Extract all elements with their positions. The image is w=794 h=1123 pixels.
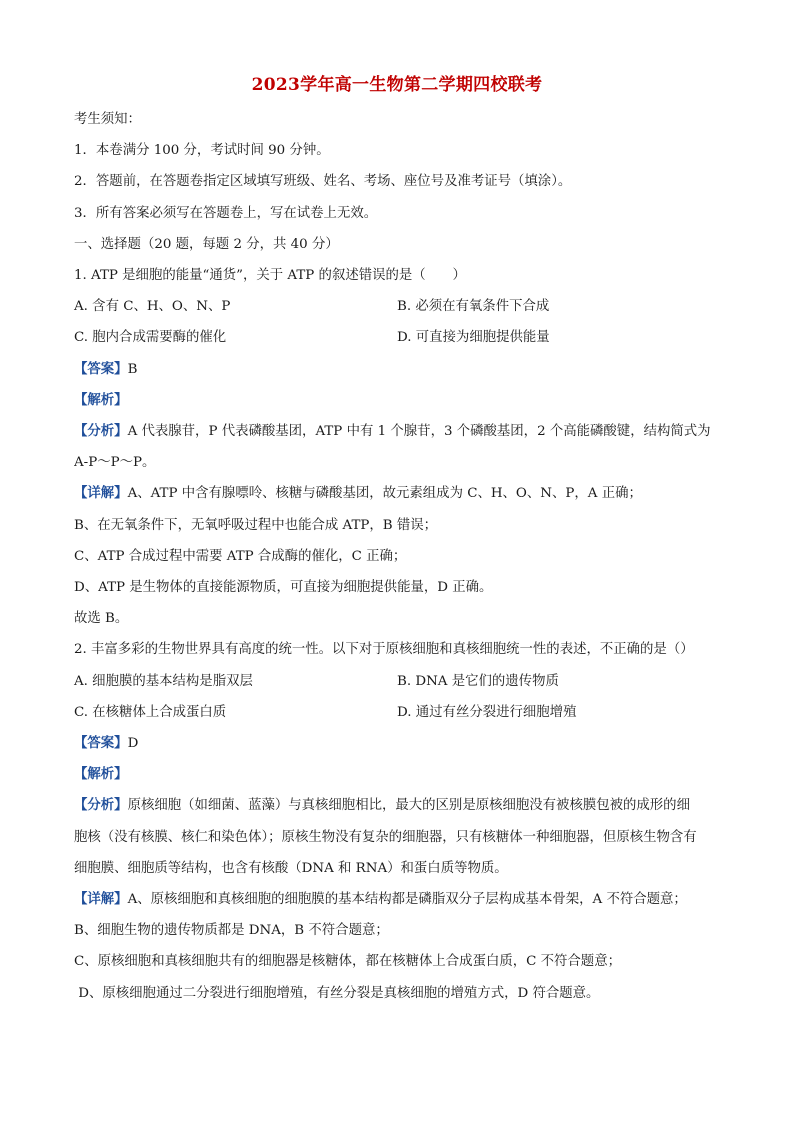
exam-content — [74, 104, 720, 1009]
question-2-options-row-2 — [74, 697, 720, 728]
fenxi-tag: 【分析】 — [74, 423, 128, 440]
fenxi-tag: 【分析】 — [74, 797, 128, 814]
question-1-analysis — [74, 385, 720, 416]
question-2-option-d: D. 通过有丝分裂进行细胞增殖 — [397, 704, 577, 720]
analysis-tag: 【解析】 — [74, 391, 128, 408]
fenxi-text: 原核细胞（如细菌、蓝藻）与真核细胞相比，最大的区别是原核细胞没有被核膜包被的成形的细 — [127, 798, 690, 814]
question-1-option-a: A. 含有 C、H、O、N、P — [74, 299, 231, 315]
page-title: 2023学年高一生物第二学期四校联考 — [251, 75, 543, 95]
answer-value: D — [127, 736, 139, 752]
question-2-options-row-1 — [74, 666, 720, 697]
question-2-xiangjie-line: D、原核细胞通过二分裂进行细胞增殖，有丝分裂是真核细胞的增殖方式，D 符合题意。 — [74, 985, 600, 1001]
xiangjie-text: A、ATP 中含有腺嘌呤、核糖与磷酸基团，故元素组成为 C、H、O、N、P，A 正确； — [127, 486, 642, 502]
question-2-stem: 2. 丰富多彩的生物世界具有高度的统一性。以下对于原核细胞和真核细胞统一性的表述，不正确的是（） — [74, 642, 694, 658]
notice-heading: 考生须知： — [74, 112, 141, 127]
xiangjie-tag: 【详解】 — [74, 485, 128, 502]
question-2-fenxi-line: 胞核（没有核膜、核仁和染色体）；原核生物没有复杂的细胞器，只有核糖体一种细胞器，但原核生物含有 — [74, 829, 697, 845]
notice-item: 3．所有答案必须写在答题卷上，写在试卷上无效。 — [74, 205, 378, 221]
question-2-xiangjie-line: C、原核细胞和真核细胞共有的细胞器是核糖体，都在核糖体上合成蛋白质，C 不符合题意； — [74, 954, 621, 970]
question-1-conclusion: 故选 B。 — [74, 611, 129, 627]
question-2-option-b: B. DNA 是它们的遗传物质 — [397, 673, 559, 689]
question-1-stem: 1. ATP 是细胞的能量“通货”，关于 ATP 的叙述错误的是（ ） — [74, 268, 466, 284]
question-2-option-c: C. 在核糖体上合成蛋白质 — [74, 704, 227, 720]
xiangjie-text: A、原核细胞和真核细胞的细胞膜的基本结构都是磷脂双分子层构成基本骨架，A 不符合题意； — [127, 892, 687, 908]
answer-tag: 【答案】 — [74, 360, 128, 377]
notice-item: 1．本卷满分 100 分，考试时间 90 分钟。 — [74, 143, 330, 159]
question-2-option-a: A. 细胞膜的基本结构是脂双层 — [74, 673, 253, 689]
answer-value: B — [127, 361, 138, 377]
analysis-tag: 【解析】 — [74, 766, 128, 783]
question-1-option-c: C. 胞内合成需要酶的催化 — [74, 330, 227, 346]
question-1-xiangjie — [74, 478, 720, 509]
question-1-option-b: B. 必须在有氧条件下合成 — [397, 299, 550, 315]
question-1-fenxi — [74, 416, 720, 447]
question-1-options-row-2 — [74, 322, 720, 353]
notice-item: 2．答题前，在答题卷指定区域填写班级、姓名、考场、座位号及准考证号（填涂）。 — [74, 174, 572, 190]
question-2-xiangjie-line: B、细胞生物的遗传物质都是 DNA，B 不符合题意； — [74, 923, 389, 939]
question-2-answer — [74, 728, 720, 759]
question-1-options-row-1 — [74, 291, 720, 322]
question-1-fenxi-cont: A-P～P～P。 — [74, 455, 156, 471]
answer-tag: 【答案】 — [74, 735, 128, 752]
xiangjie-tag: 【详解】 — [74, 891, 128, 908]
question-1-answer — [74, 354, 720, 385]
question-1-xiangjie-line: D、ATP 是生物体的直接能源物质，可直接为细胞提供能量，D 正确。 — [74, 580, 493, 596]
question-2-analysis — [74, 759, 720, 790]
question-1-xiangjie-line: B、在无氧条件下，无氧呼吸过程中也能合成 ATP，B 错误； — [74, 517, 438, 533]
section-heading: 一、选择题（20 题，每题 2 分，共 40 分） — [74, 236, 339, 252]
question-2-fenxi-line: 细胞膜、细胞质等结构，也含有核酸（DNA 和 RNA）和蛋白质等物质。 — [74, 860, 508, 876]
fenxi-text: A 代表腺苷，P 代表磷酸基团，ATP 中有 1 个腺苷，3 个磷酸基团，2 个高能磷酸键，结构简式为 — [127, 424, 711, 440]
question-1-option-d: D. 可直接为细胞提供能量 — [397, 330, 550, 346]
question-1-xiangjie-line: C、ATP 合成过程中需要 ATP 合成酶的催化，C 正确； — [74, 548, 407, 564]
question-2-xiangjie — [74, 884, 720, 915]
question-2-fenxi — [74, 790, 720, 821]
